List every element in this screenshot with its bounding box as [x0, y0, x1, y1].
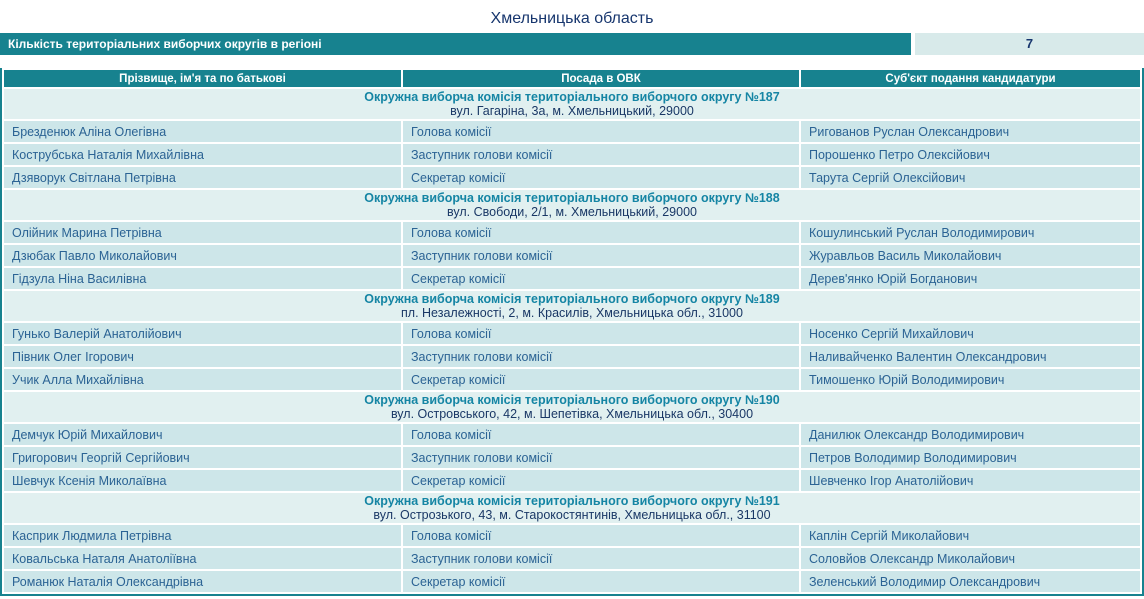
table-row — [4, 222, 1140, 243]
column-header-subject: Суб'єкт подання кандидатури — [801, 70, 1140, 87]
nominator-cell: Ригованов Руслан Олександрович — [801, 121, 1140, 142]
position-cell: Секретар комісії — [403, 268, 799, 289]
position-cell: Заступник голови комісії — [403, 346, 799, 367]
nominator-cell: Дерев'янко Юрій Богданович — [801, 268, 1140, 289]
table-row — [4, 470, 1140, 491]
nominator-cell: Тарута Сергій Олексійович — [801, 167, 1140, 188]
nominator-cell: Зеленський Володимир Олександрович — [801, 571, 1140, 592]
position-cell: Голова комісії — [403, 323, 799, 344]
section-title: Окружна виборча комісія територіального виборчого округу №190 — [364, 393, 780, 407]
position-cell: Секретар комісії — [403, 470, 799, 491]
table-row — [4, 144, 1140, 165]
member-name-cell: Півник Олег Ігорович — [4, 346, 401, 367]
section-address: вул. Островського, 42, м. Шепетівка, Хмельницька обл., 30400 — [390, 407, 754, 421]
summary-row — [0, 33, 1144, 55]
table-row — [4, 548, 1140, 569]
member-name-cell: Олійник Марина Петрівна — [4, 222, 401, 243]
member-name-cell: Гунько Валерій Анатолійович — [4, 323, 401, 344]
nominator-cell: Соловйов Олександр Миколайович — [801, 548, 1140, 569]
table-row — [4, 121, 1140, 142]
section-header-row — [4, 493, 1140, 523]
table-header-row — [4, 70, 1140, 87]
position-cell: Заступник голови комісії — [403, 447, 799, 468]
section-header-row — [4, 291, 1140, 321]
member-name-cell: Шевчук Ксенія Миколаївна — [4, 470, 401, 491]
section-address: пл. Незалежності, 2, м. Красилів, Хмельницька обл., 31000 — [401, 306, 743, 320]
table-row — [4, 167, 1140, 188]
member-name-cell: Гідзула Ніна Василівна — [4, 268, 401, 289]
member-name-cell: Брезденюк Аліна Олегівна — [4, 121, 401, 142]
position-cell: Голова комісії — [403, 121, 799, 142]
section-address: вул. Свободи, 2/1, м. Хмельницький, 29000 — [447, 205, 697, 219]
position-cell: Секретар комісії — [403, 167, 799, 188]
section-title: Окружна виборча комісія територіального виборчого округу №188 — [364, 191, 780, 205]
nominator-cell: Кошулинський Руслан Володимирович — [801, 222, 1140, 243]
position-cell: Голова комісії — [403, 222, 799, 243]
section-header-cell — [4, 89, 1140, 119]
section-address: вул. Гагаріна, 3а, м. Хмельницький, 29000 — [450, 104, 694, 118]
nominator-cell: Петров Володимир Володимирович — [801, 447, 1140, 468]
nominator-cell: Данилюк Олександр Володимирович — [801, 424, 1140, 445]
member-name-cell: Дзюбак Павло Миколайович — [4, 245, 401, 266]
member-name-cell: Демчук Юрій Михайлович — [4, 424, 401, 445]
position-cell: Секретар комісії — [403, 571, 799, 592]
position-cell: Секретар комісії — [403, 369, 799, 390]
nominator-cell: Наливайченко Валентин Олександрович — [801, 346, 1140, 367]
section-header-row — [4, 89, 1140, 119]
table-row — [4, 346, 1140, 367]
section-header-cell — [4, 190, 1140, 220]
summary-label: Кількість територіальних виборчих округів в регіоні — [0, 33, 911, 55]
position-cell: Заступник голови комісії — [403, 548, 799, 569]
nominator-cell: Шевченко Ігор Анатолійович — [801, 470, 1140, 491]
member-name-cell: Кострубська Наталія Михайлівна — [4, 144, 401, 165]
table-row — [4, 424, 1140, 445]
section-header-cell — [4, 493, 1140, 523]
position-cell: Заступник голови комісії — [403, 245, 799, 266]
nominator-cell: Носенко Сергій Михайлович — [801, 323, 1140, 344]
commissions-table-wrap — [0, 68, 1144, 596]
position-cell: Голова комісії — [403, 424, 799, 445]
table-row — [4, 447, 1140, 468]
section-header-cell — [4, 291, 1140, 321]
table-row — [4, 369, 1140, 390]
table-row — [4, 245, 1140, 266]
section-address: вул. Острозького, 43, м. Старокостянтинів, Хмельницька обл., 31100 — [373, 508, 771, 522]
section-title: Окружна виборча комісія територіального виборчого округу №189 — [364, 292, 780, 306]
section-header-cell — [4, 392, 1140, 422]
nominator-cell: Журавльов Василь Миколайович — [801, 245, 1140, 266]
position-cell: Голова комісії — [403, 525, 799, 546]
section-header-row — [4, 392, 1140, 422]
section-title: Окружна виборча комісія територіального виборчого округу №187 — [364, 90, 780, 104]
section-header-row — [4, 190, 1140, 220]
section-title: Окружна виборча комісія територіального виборчого округу №191 — [364, 494, 780, 508]
nominator-cell: Каплін Сергій Миколайович — [801, 525, 1140, 546]
table-row — [4, 571, 1140, 592]
member-name-cell: Дзяворук Світлана Петрівна — [4, 167, 401, 188]
column-header-position: Посада в ОВК — [403, 70, 799, 87]
table-row — [4, 268, 1140, 289]
page-title: Хмельницька область — [490, 10, 654, 27]
table-row — [4, 323, 1140, 344]
member-name-cell: Касприк Людмила Петрівна — [4, 525, 401, 546]
position-cell: Заступник голови комісії — [403, 144, 799, 165]
member-name-cell: Григорович Георгій Сергійович — [4, 447, 401, 468]
member-name-cell: Ковальська Наталя Анатоліївна — [4, 548, 401, 569]
nominator-cell: Тимошенко Юрій Володимирович — [801, 369, 1140, 390]
summary-value: 7 — [915, 33, 1144, 55]
commissions-table — [0, 68, 1144, 596]
table-row — [4, 525, 1140, 546]
nominator-cell: Порошенко Петро Олексійович — [801, 144, 1140, 165]
member-name-cell: Романюк Наталія Олександрівна — [4, 571, 401, 592]
member-name-cell: Учик Алла Михайлівна — [4, 369, 401, 390]
column-header-name: Прізвище, ім'я та по батькові — [4, 70, 401, 87]
